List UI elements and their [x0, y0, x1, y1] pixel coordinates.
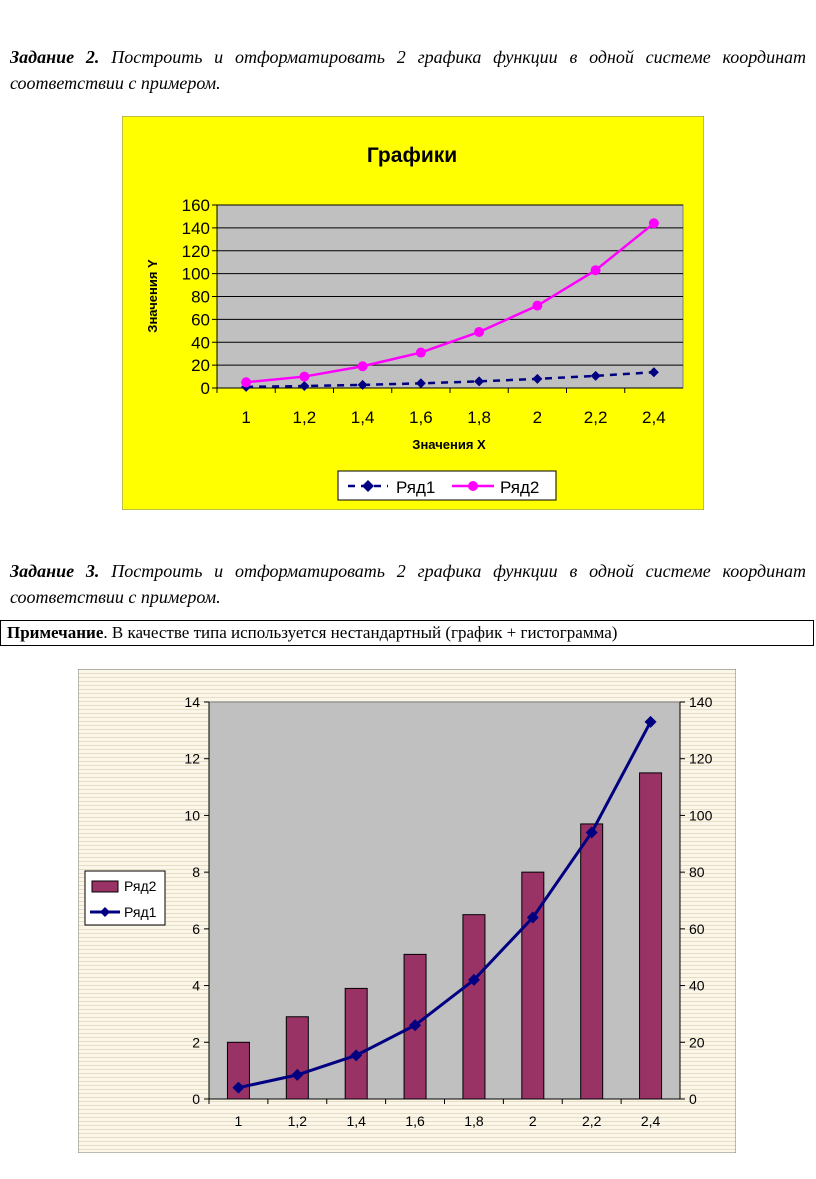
chart-2-right-tick-label: 60	[689, 920, 705, 937]
chart-1-series-2-point	[532, 301, 542, 311]
chart-1-series-2-point	[649, 218, 659, 228]
note-text: . В качестве типа используется нестандартный (график + гистограмма)	[103, 623, 618, 642]
chart-2-plot-background	[209, 702, 680, 1099]
task-2-text	[10, 44, 806, 96]
chart-1-legend	[338, 471, 556, 500]
chart-2-x-tick-label: 2	[528, 1113, 537, 1129]
chart-2-bar	[581, 824, 603, 1099]
chart-2-left-tick-label: 8	[192, 864, 200, 881]
chart-2-right-tick-label: 140	[689, 694, 713, 710]
chart-1-y-tick-label: 160	[181, 196, 210, 215]
chart-2-legend	[85, 871, 165, 925]
chart-2-right-tick-label: 40	[689, 977, 705, 994]
chart-2-x-tick-label: 2,4	[640, 1113, 661, 1129]
chart-2-left-tick-label: 0	[192, 1091, 200, 1107]
chart-2-x-tick-label: 2,2	[581, 1113, 602, 1129]
legend-series-2-label: Ряд2	[500, 478, 540, 497]
task-2-body: Построить и отформатировать 2 графика функции в одной системе координат соответствии с примером.	[10, 47, 807, 93]
chart-2-left-tick-label: 14	[184, 694, 200, 710]
chart-1-y-tick-label: 40	[191, 333, 210, 353]
chart-2-right-tick-label: 80	[689, 864, 705, 881]
legend-series-2-circle-icon	[468, 481, 478, 491]
chart-1-x-tick-label: 2,4	[642, 408, 666, 427]
chart-2-plot-area	[184, 694, 712, 1129]
chart-1-y-tick-label: 60	[191, 310, 210, 330]
chart-1-y-tick-label: 140	[181, 218, 210, 238]
chart-1-series-2-point	[416, 348, 426, 358]
chart-1-y-tick-label: 0	[200, 379, 210, 398]
chart-2-bar	[345, 988, 367, 1099]
chart-combo	[78, 669, 736, 1153]
chart-2-bar	[640, 773, 662, 1099]
chart-graphs	[122, 116, 704, 510]
note-label: Примечание	[7, 623, 104, 642]
task-2-label: Задание 2.	[10, 47, 100, 67]
chart-2-right-tick-label: 0	[689, 1091, 697, 1107]
chart-1-y-tick-label: 120	[181, 241, 210, 261]
chart-2-x-tick-label: 1,6	[405, 1113, 425, 1129]
chart-2-right-tick-label: 120	[689, 750, 713, 767]
chart-2-left-tick-label: 2	[192, 1034, 200, 1051]
chart-2-left-tick-label: 4	[192, 977, 200, 994]
task-3-label: Задание 3.	[10, 561, 100, 581]
chart-2-x-tick-label: 1,2	[287, 1113, 308, 1129]
chart-1-x-tick-label: 1,6	[409, 408, 433, 427]
chart-1-y-tick-label: 20	[191, 356, 210, 376]
chart-1-y-tick-label: 80	[191, 287, 210, 307]
chart-1-x-tick-label: 1	[241, 408, 251, 427]
chart-1-series-2-point	[299, 372, 309, 382]
chart-2-left-tick-label: 6	[192, 920, 200, 937]
chart-1-x-tick-label: 2,2	[583, 408, 608, 427]
chart-2-left-tick-label: 10	[184, 807, 200, 824]
legend-bar-label: Ряд2	[124, 878, 157, 894]
chart-1-x-tick-label: 1,2	[292, 408, 317, 427]
chart-2-right-tick-label: 100	[689, 807, 713, 824]
legend-bar-swatch	[92, 881, 118, 892]
chart-1-x-tick-label: 2	[532, 408, 543, 427]
task-3-text	[10, 558, 806, 610]
chart-1-series-2-point	[474, 327, 484, 337]
legend-line-label: Ряд1	[124, 904, 157, 920]
chart-2-left-tick-label: 12	[184, 750, 200, 767]
chart-1-y-axis-label: Значения Y	[145, 259, 160, 333]
chart-2-bar	[463, 915, 485, 1099]
chart-1-x-tick-label: 1,4	[350, 408, 375, 427]
chart-2-bar	[286, 1017, 308, 1099]
chart-2-right-tick-label: 20	[689, 1034, 705, 1051]
chart-1-title: Графики	[366, 144, 458, 167]
chart-1-x-axis-label: Значения X	[412, 437, 486, 452]
chart-1-series-2-point	[591, 265, 601, 275]
chart-2-x-tick-label: 1	[234, 1113, 243, 1129]
note-box	[0, 620, 814, 646]
legend-series-1-label: Ряд1	[396, 478, 436, 497]
chart-2-x-tick-label: 1,8	[464, 1113, 484, 1129]
chart-1-x-tick-label: 1,8	[467, 408, 491, 427]
chart-1-y-tick-label: 100	[181, 264, 210, 284]
chart-2-x-tick-label: 1,4	[346, 1113, 366, 1129]
chart-1-series-2-point	[241, 377, 251, 387]
task-3-body: Построить и отформатировать 2 графика функции в одной системе координат соответствии с примером.	[10, 561, 807, 607]
chart-1-series-2-point	[358, 361, 368, 371]
